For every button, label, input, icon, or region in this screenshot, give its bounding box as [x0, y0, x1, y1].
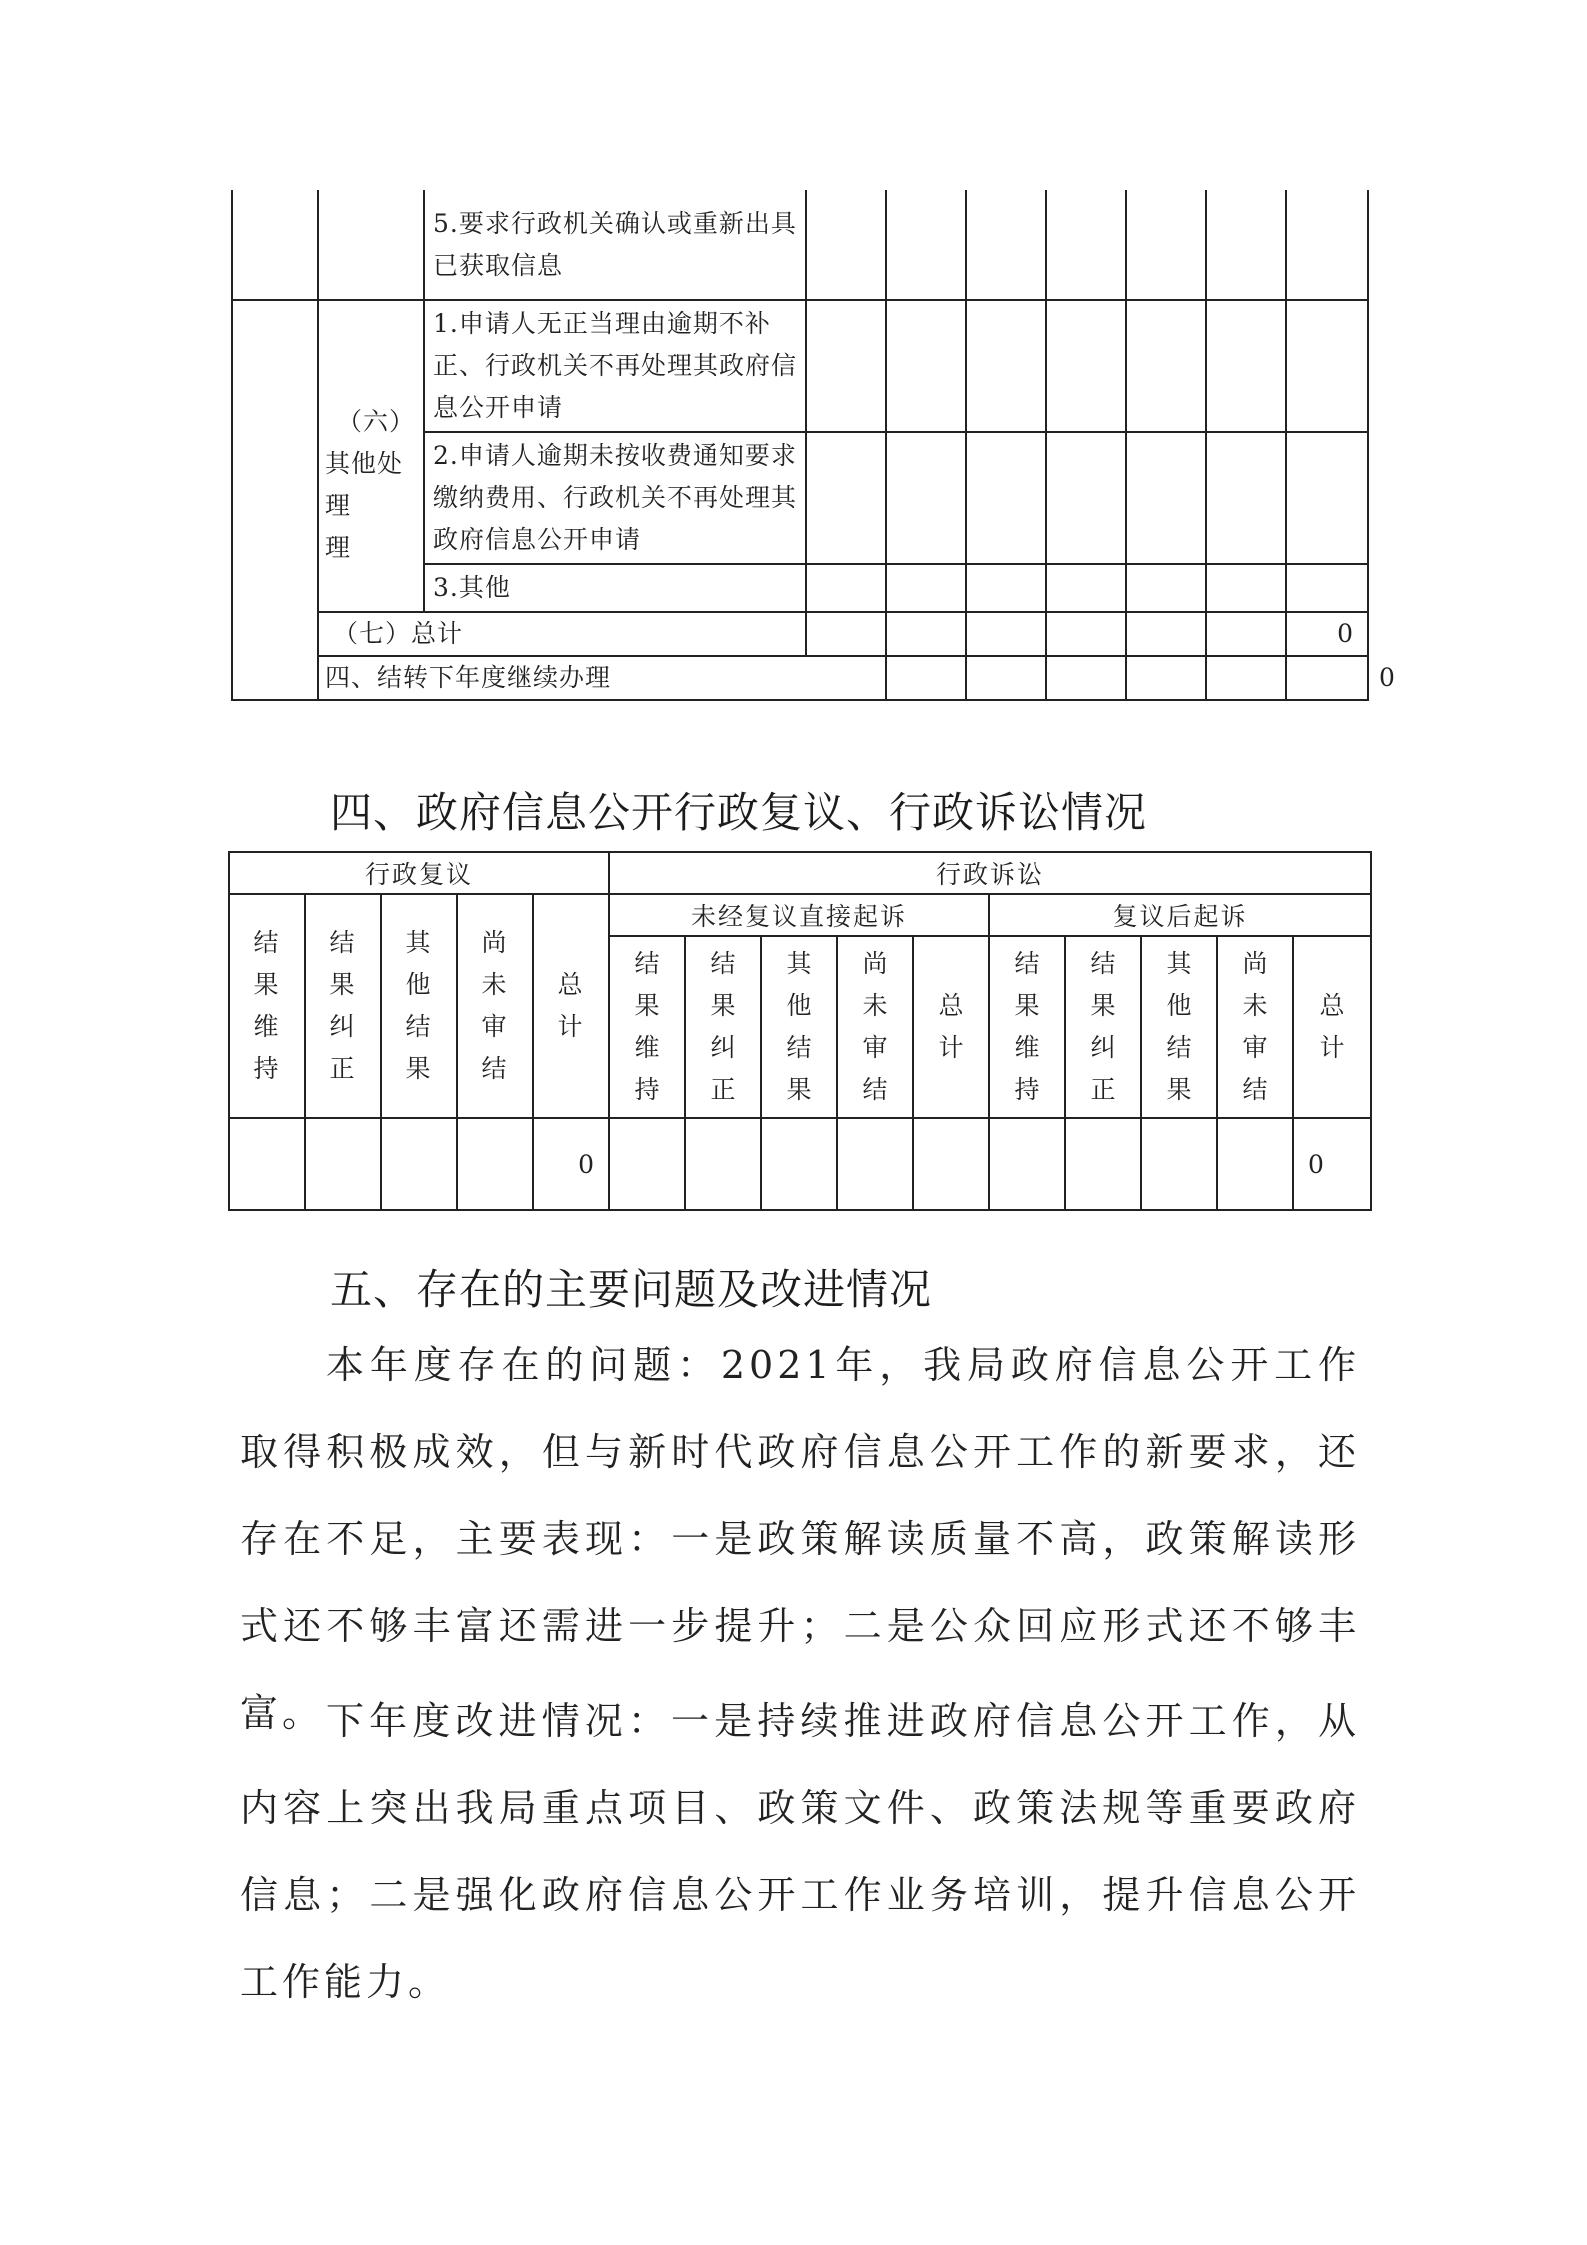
- col-other-result: 其 他 结 果: [761, 936, 837, 1118]
- review-total-value: 0: [533, 1118, 609, 1210]
- col-result-corrected: 结 果 纠 正: [1065, 936, 1141, 1118]
- category-number: （六）: [337, 407, 416, 436]
- col-pending: 尚 未 审 结: [1217, 936, 1293, 1118]
- review-header: 行政复议: [229, 852, 609, 894]
- litigation-header: 行政诉讼: [609, 852, 1371, 894]
- section-heading-4: 四、政府信息公开行政复议、行政诉讼情况: [330, 788, 1148, 837]
- category-other-handling: [318, 300, 424, 612]
- total-value: 0: [1286, 612, 1368, 656]
- direct-total-value: [913, 1118, 989, 1210]
- row-label: 3.其他: [424, 564, 806, 612]
- category-name: 其他处理: [325, 449, 404, 520]
- row-label: 1.申请人无正当理由逾期不补正、行政机关不再处理其政府信息公开申请: [424, 300, 806, 432]
- after-total-value: 0: [1293, 1118, 1371, 1210]
- table-row: [232, 612, 1368, 656]
- col-pending: 尚 未 审 结: [457, 894, 533, 1118]
- col-total: 总 计: [1293, 936, 1371, 1118]
- section-heading-5: 五、存在的主要问题及改进情况: [330, 1265, 933, 1314]
- row-label: 5.要求行政机关确认或重新出具已获取信息: [424, 190, 806, 300]
- col-result-corrected: 结 果 纠 正: [685, 936, 761, 1118]
- review-litigation-table: [228, 851, 1372, 1211]
- carry-over-label: 四、结转下年度继续办理: [318, 656, 886, 700]
- col-other-result: 其 他 结 果: [1141, 936, 1217, 1118]
- after-review-header: 复议后起诉: [989, 894, 1371, 936]
- table-header-row: [229, 852, 1371, 894]
- category-name-tail: 理: [325, 533, 352, 562]
- col-other-result: 其 他 结 果: [381, 894, 457, 1118]
- info-request-table-continued: [231, 190, 1395, 701]
- col-total: 总 计: [913, 936, 989, 1118]
- row-label: 2.申请人逾期未按收费通知要求缴纳费用、行政机关不再处理其政府信息公开申请: [424, 432, 806, 564]
- col-result-upheld: 结 果 维 持: [989, 936, 1065, 1118]
- col-result-upheld: 结 果 维 持: [609, 936, 685, 1118]
- table-row: 四、结转下年度继续办理 0: [232, 656, 1368, 700]
- col-pending: 尚 未 审 结: [837, 936, 913, 1118]
- paragraph-improvements: 下年度改进情况：一是持续推进政府信息公开工作，从内容上突出我局重点项目、政策文件、政策法规等重要政府信息；二是强化政府信息公开工作业务培训，提升信息公开工作能力。: [240, 1699, 1360, 2004]
- table-row: [229, 1118, 1371, 1210]
- table-header-row: [229, 894, 1371, 936]
- col-result-upheld: 结 果 维 持: [229, 894, 305, 1118]
- paragraph-problems: 本年度存在的问题：2021年，我局政府信息公开工作取得积极成效，但与新时代政府信息公开工作的新要求，还存在不足，主要表现：一是政策解读质量不高，政策解读形式还不够丰富还需进一步提升；二是公众回应形式还不够丰富。: [240, 1343, 1360, 1735]
- table-row: [232, 300, 1368, 432]
- col-result-corrected: 结 果 纠 正: [305, 894, 381, 1118]
- direct-suit-header: 未经复议直接起诉: [609, 894, 989, 936]
- table-row: [232, 190, 1368, 300]
- col-total: 总 计: [533, 894, 609, 1118]
- total-label: （七）总计: [318, 612, 806, 656]
